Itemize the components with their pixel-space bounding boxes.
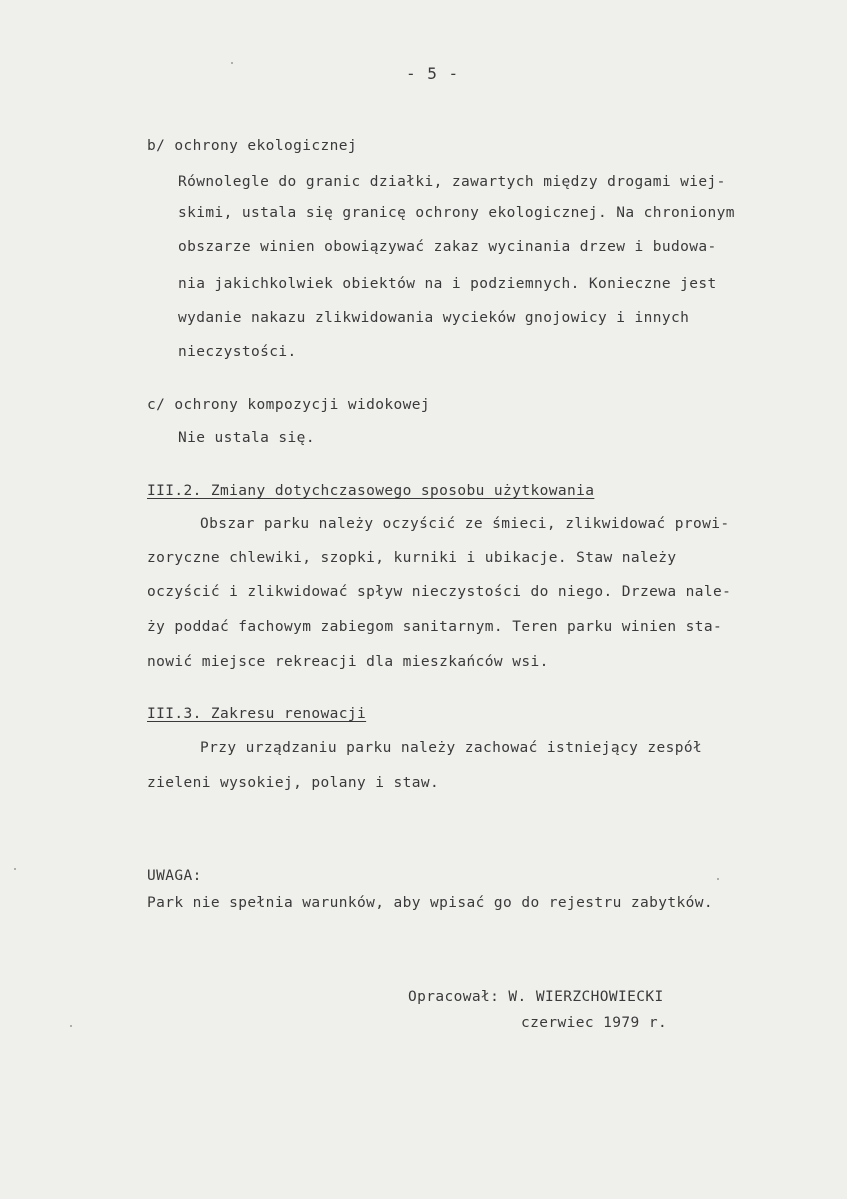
- page-number: - 5 -: [406, 64, 460, 83]
- paper-speck: [70, 1025, 72, 1027]
- paper-speck: [717, 878, 719, 880]
- section-b-line: Równolegle do granic działki, zawartych między drogami wiej-: [178, 174, 726, 190]
- paper-speck: [231, 62, 233, 64]
- section-iii3-line: Przy urządzaniu parku należy zachować istniejący zespół: [200, 740, 703, 756]
- section-iii2-line: zoryczne chlewiki, szopki, kurniki i ubikacje. Staw należy: [147, 550, 677, 566]
- note-text: Park nie spełnia warunków, aby wpisać go do rejestru zabytków.: [147, 895, 714, 911]
- section-b-heading: b/ ochrony ekologicznej: [147, 138, 357, 154]
- section-b-line: skimi, ustala się granicę ochrony ekologicznej. Na chronionym: [178, 205, 735, 221]
- section-b-line: nia jakichkolwiek obiektów na i podziemnych. Konieczne jest: [178, 276, 717, 292]
- note-label: UWAGA:: [147, 868, 202, 884]
- section-b-line: nieczystości.: [178, 344, 297, 360]
- section-c-line: Nie ustala się.: [178, 430, 315, 446]
- signature-author: Opracował: W. WIERZCHOWIECKI: [408, 989, 664, 1005]
- paper-speck: [14, 868, 16, 870]
- section-iii2-line: Obszar parku należy oczyścić ze śmieci, zlikwidować prowi-: [200, 516, 730, 532]
- section-iii2-heading: III.2. Zmiany dotychczasowego sposobu użytkowania: [147, 483, 595, 499]
- section-b-line: obszarze winien obowiązywać zakaz wycinania drzew i budowa-: [178, 239, 717, 255]
- section-iii3-line: zieleni wysokiej, polany i staw.: [147, 775, 440, 791]
- section-iii2-line: nowić miejsce rekreacji dla mieszkańców wsi.: [147, 654, 549, 670]
- section-iii2-line: ży poddać fachowym zabiegom sanitarnym. Teren parku winien sta-: [147, 619, 723, 635]
- section-c-heading: c/ ochrony kompozycji widokowej: [147, 397, 431, 413]
- section-iii2-line: oczyścić i zlikwidować spływ nieczystości do niego. Drzewa nale-: [147, 584, 732, 600]
- section-iii3-heading: III.3. Zakresu renowacji: [147, 706, 367, 722]
- section-b-line: wydanie nakazu zlikwidowania wycieków gnojowicy i innych: [178, 310, 690, 326]
- signature-date: czerwiec 1979 r.: [521, 1015, 668, 1031]
